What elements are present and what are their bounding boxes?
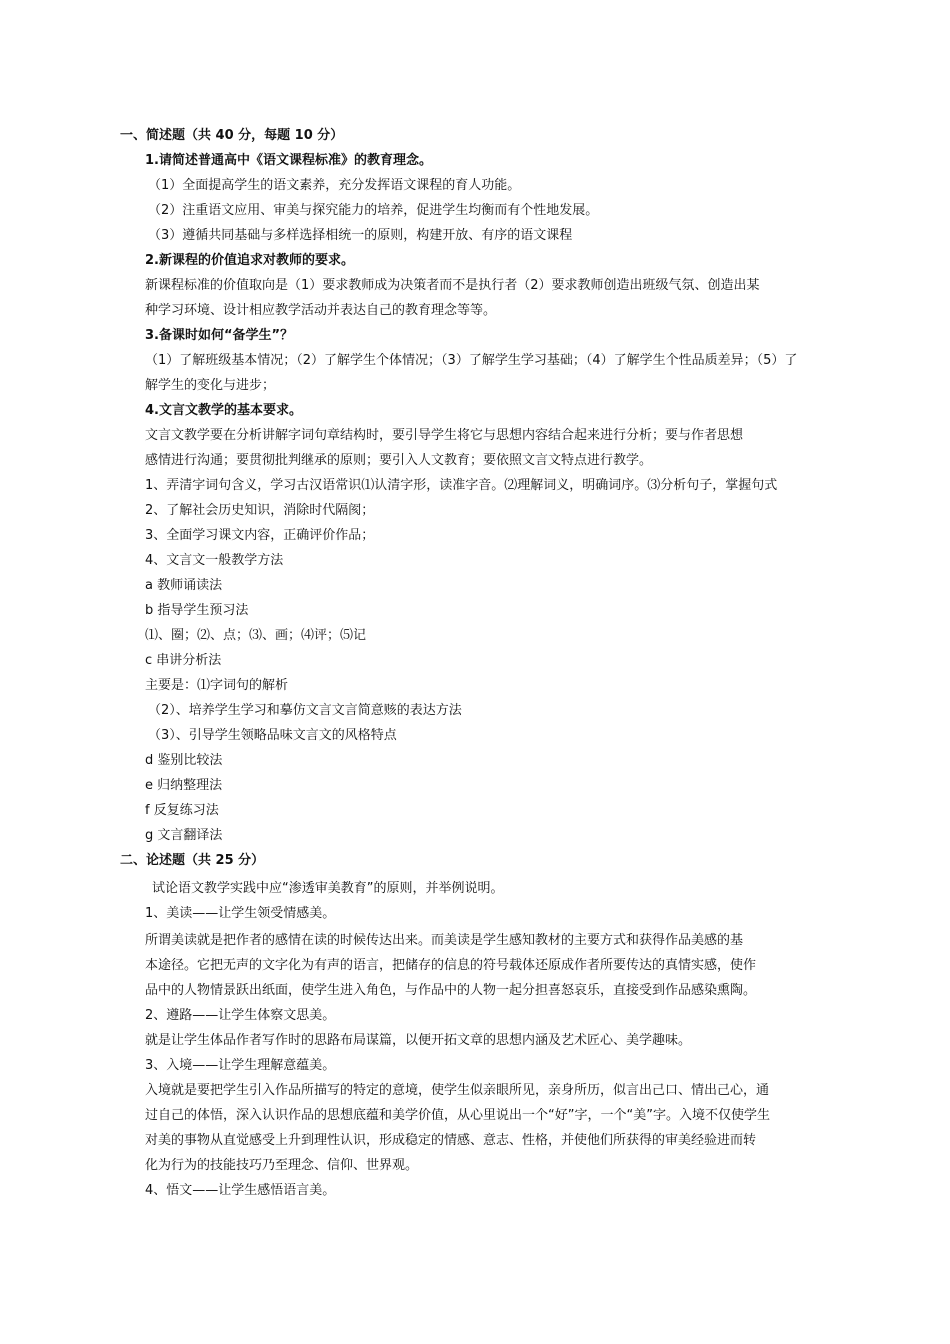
answer-line: 所谓美读就是把作者的感情在读的时候传达出来。而美读是学生感知教材的主要方式和获得作品美感的基: [145, 933, 744, 948]
answer-line: 化为行为的技能技巧乃至理念、信仰、世界观。: [145, 1158, 419, 1173]
answer-line: 过自己的体悟，深入认识作品的思想底蕴和美学价值，从心里说出一个“好”字，一个“美”字。入境不仅使学生: [145, 1108, 770, 1123]
answer-line: 本途径。它把无声的文字化为有声的语言，把储存的信息的符号载体还原成作者所要传达的真情实感，使作: [145, 958, 757, 973]
answer-line: 新课程标准的价值取向是（1）要求教师成为决策者而不是执行者（2）要求教师创造出班级气氛、创造出某: [145, 278, 760, 293]
answer-line: 品中的人物情景跃出纸面，使学生进入角色，与作品中的人物一起分担喜怒哀乐，直接受到作品感染熏陶。: [145, 983, 757, 998]
answer-line: 1、弄清字词句含义，学习古汉语常识⑴认清字形，读准字音。⑵理解词义，明确词序。⑶分析句子，掌握句式: [145, 478, 778, 493]
method-item: b 指导学生预习法: [145, 603, 249, 618]
answer-line: 就是让学生体品作者写作时的思路布局谋篇，以便开拓文章的思想内涵及艺术匠心、美学趣味。: [145, 1033, 692, 1048]
answer-line: 2、遵路——让学生体察文思美。: [145, 1008, 336, 1023]
answer-line: 感情进行沟通；要贯彻批判继承的原则；要引入人文教育；要依照文言文特点进行教学。: [145, 453, 653, 468]
answer-line: 对美的事物从直觉感受上升到理性认识，形成稳定的情感、意志、性格，并使他们所获得的审美经验进而转: [145, 1133, 757, 1148]
answer-line: 文言文教学要在分析讲解字词句章结构时，要引导学生将它与思想内容结合起来进行分析；要与作者思想: [145, 428, 744, 443]
method-item: g 文言翻译法: [145, 828, 223, 843]
answer-line: 种学习环境、设计相应教学活动并表达自己的教育理念等等。: [145, 303, 497, 318]
section-heading-essay: 二、论述题（共 25 分）: [120, 853, 265, 868]
method-item: f 反复练习法: [145, 803, 219, 818]
answer-line: （1）全面提高学生的语文素养，充分发挥语文课程的育人功能。: [148, 178, 521, 193]
answer-line: 4、文言文一般教学方法: [145, 553, 284, 568]
question-1-heading: 1.请简述普通高中《语文课程标准》的教育理念。: [145, 153, 432, 168]
answer-line: ⑴、圈；⑵、点；⑶、画；⑷评；⑸记: [145, 628, 367, 643]
question-2-heading: 2.新课程的价值追求对教师的要求。: [145, 253, 354, 268]
answer-line: 主要是：⑴字词句的解析: [145, 678, 289, 693]
answer-line: （2）、培养学生学习和摹仿文言文言简意赅的表达方法: [148, 703, 462, 718]
question-3-heading: 3.备课时如何“备学生”？: [145, 328, 294, 343]
method-item: d 鉴别比较法: [145, 753, 223, 768]
method-item: e 归纳整理法: [145, 778, 223, 793]
answer-line: （1）了解班级基本情况；（2）了解学生个体情况；（3）了解学生学习基础；（4）了解学生个性品质差异；（5）了: [145, 353, 798, 368]
essay-prompt: 试论语文教学实践中应“渗透审美教育”的原则，并举例说明。: [152, 881, 504, 896]
answer-line: 3、全面学习课文内容，正确评价作品；: [145, 528, 375, 543]
method-item: c 串讲分析法: [145, 653, 222, 668]
answer-line: 4、悟文——让学生感悟语言美。: [145, 1183, 336, 1198]
question-4-heading: 4.文言文教学的基本要求。: [145, 403, 302, 418]
answer-line: 2、了解社会历史知识，消除时代隔阂；: [145, 503, 375, 518]
answer-line: （3）遵循共同基础与多样选择相统一的原则，构建开放、有序的语文课程: [148, 228, 573, 243]
answer-line: 解学生的变化与进步；: [145, 378, 276, 393]
answer-line: 入境就是要把学生引入作品所描写的特定的意境，使学生似亲眼所见，亲身所历，似言出己口、情出己心，通: [145, 1083, 770, 1098]
answer-line: 3、入境——让学生理解意蕴美。: [145, 1058, 336, 1073]
method-item: a 教师诵读法: [145, 578, 223, 593]
answer-line: （3）、引导学生领略品味文言文的风格特点: [148, 728, 397, 743]
answer-line: 1、美读——让学生领受情感美。: [145, 906, 336, 921]
section-heading-short-answer: 一、简述题（共 40 分，每题 10 分）: [120, 128, 344, 143]
answer-line: （2）注重语文应用、审美与探究能力的培养，促进学生均衡而有个性地发展。: [148, 203, 599, 218]
